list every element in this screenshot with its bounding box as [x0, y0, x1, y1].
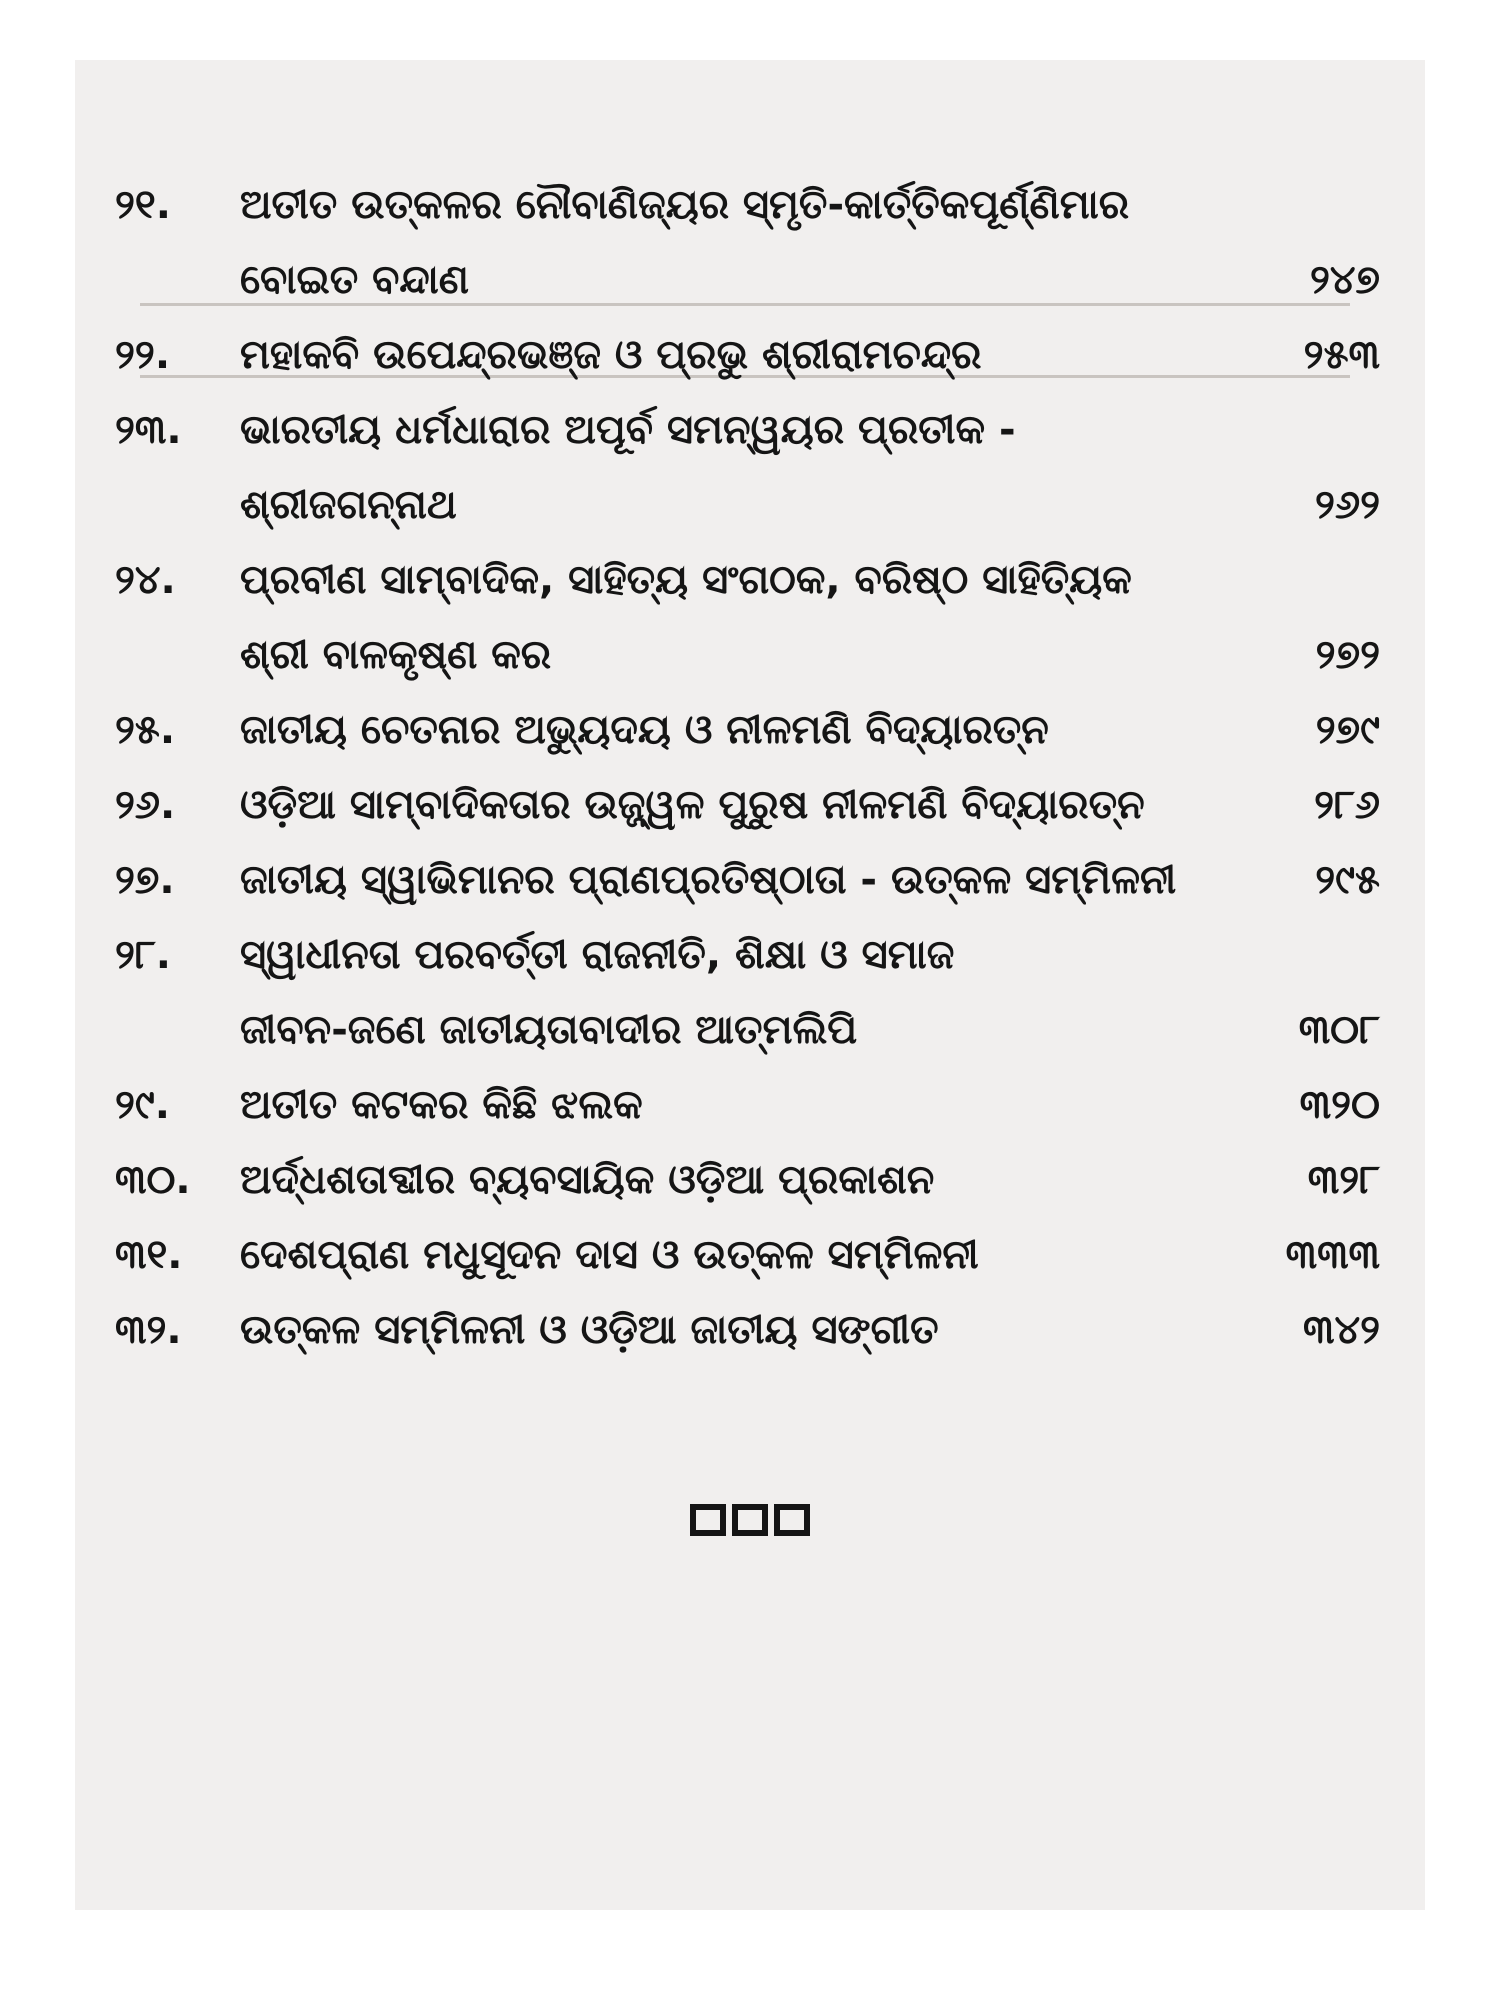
toc-row	[75, 470, 1425, 540]
square-ornament-icon	[732, 1504, 768, 1536]
toc-row	[75, 545, 1425, 615]
toc-page-number: ୨୮୬	[1314, 782, 1380, 828]
toc-row	[75, 620, 1425, 690]
book-page	[75, 60, 1425, 1910]
toc-number: ୨୫.	[115, 707, 176, 753]
toc-number: ୩୧.	[115, 1232, 183, 1278]
toc-row	[75, 845, 1425, 915]
toc-page-number: ୨୫୩	[1303, 332, 1380, 378]
toc-title: ଜୀବନ-ଜଣେ ଜାତୀୟତାବାଦୀର ଆତ୍ମଲିପି	[240, 1007, 858, 1053]
toc-page-number: ୨୭୯	[1315, 707, 1380, 753]
toc-title: ଅତୀତ ଉତ୍କଳର ନୌବାଣିଜ୍ୟର ସ୍ମୃତି-କାର୍ତ୍ତିକପୂର୍ଣ୍ଣିମାର	[240, 182, 1130, 228]
toc-page-number: ୨୪୭	[1309, 257, 1380, 303]
end-ornament	[675, 1495, 825, 1545]
toc-title: ଓଡ଼ିଆ ସାମ୍ବାଦିକତାର ଉଜ୍ଜ୍ୱଳ ପୁରୁଷ ନୀଳମଣି ବିଦ୍ୟାରତ୍ନ	[240, 782, 1145, 828]
toc-row	[75, 170, 1425, 240]
toc-title: ମହାକବି ଉପେନ୍ଦ୍ରଭଞ୍ଜ ଓ ପ୍ରଭୁ ଶ୍ରୀରାମଚନ୍ଦ୍ର	[240, 332, 982, 378]
toc-title: ଅତୀତ କଟକର କିଛି ଝଲକ	[240, 1082, 643, 1128]
toc-title: ଶ୍ରୀ ବାଳକୃଷ୍ଣ କର	[240, 632, 552, 678]
toc-number: ୩୦.	[115, 1157, 191, 1203]
toc-page-number: ୩୦୮	[1298, 1007, 1380, 1053]
toc-page-number: ୩୪୨	[1303, 1307, 1380, 1353]
toc-title: ଭାରତୀୟ ଧର୍ମଧାରାର ଅପୂର୍ବ ସମନ୍ୱୟର ପ୍ରତୀକ -	[240, 407, 1016, 453]
toc-title: ଜାତୀୟ ଚେତନାର ଅଭ୍ୟୁଦୟ ଓ ନୀଳମଣି ବିଦ୍ୟାରତ୍ନ	[240, 707, 1049, 753]
toc-row	[75, 1295, 1425, 1365]
toc-page-number: ୨୯୫	[1315, 857, 1380, 903]
toc-page-number: ୩୨୮	[1307, 1157, 1380, 1203]
toc-title: ଅର୍ଦ୍ଧଶତାବ୍ଦୀର ବ୍ୟବସାୟିକ ଓଡ଼ିଆ ପ୍ରକାଶନ	[240, 1157, 935, 1203]
toc-row	[75, 695, 1425, 765]
toc-number: ୨୬.	[115, 782, 176, 828]
toc-page-number: ୨୭୨	[1315, 632, 1380, 678]
toc-title: ଜାତୀୟ ସ୍ୱାଭିମାନର ପ୍ରାଣପ୍ରତିଷ୍ଠାତା - ଉତ୍କଳ ସମ୍ମିଳନୀ	[240, 857, 1177, 903]
toc-number: ୨୯.	[115, 1082, 170, 1128]
toc-number: ୨୪.	[115, 557, 176, 603]
toc-row	[75, 395, 1425, 465]
toc-page-number: ୩୩୩	[1285, 1232, 1380, 1278]
toc-page-number: ୨୬୨	[1315, 482, 1380, 528]
toc-row	[75, 770, 1425, 840]
toc-number: ୨୧.	[115, 182, 171, 228]
toc-title: ବୋଇତ ବନ୍ଦାଣ	[240, 257, 469, 303]
toc-row	[75, 320, 1425, 390]
toc-row	[75, 1070, 1425, 1140]
toc-row	[75, 920, 1425, 990]
toc-number: ୨୭.	[115, 857, 175, 903]
toc-row	[75, 995, 1425, 1065]
toc-title: ସ୍ୱାଧୀନତା ପରବର୍ତ୍ତୀ ରାଜନୀତି, ଶିକ୍ଷା ଓ ସମାଜ	[240, 932, 955, 978]
toc-row	[75, 1220, 1425, 1290]
toc-number: ୨୨.	[115, 332, 171, 378]
toc-title: ଦେଶପ୍ରାଣ ମଧୁସୂଦନ ଦାସ ଓ ଉତ୍କଳ ସମ୍ମିଳନୀ	[240, 1232, 979, 1278]
toc-title: ପ୍ରବୀଣ ସାମ୍ବାଦିକ, ସାହିତ୍ୟ ସଂଗଠକ, ବରିଷ୍ଠ ସାହିତ୍ୟିକ	[240, 557, 1132, 603]
square-ornament-icon	[690, 1504, 726, 1536]
toc-number: ୨୩.	[115, 407, 182, 453]
toc-number: ୩୨.	[115, 1307, 182, 1353]
toc-row	[75, 245, 1425, 315]
square-ornament-icon	[774, 1504, 810, 1536]
toc-title: ଶ୍ରୀଜଗନ୍ନାଥ	[240, 482, 457, 528]
toc-row	[75, 1145, 1425, 1215]
toc-number: ୨୮.	[115, 932, 171, 978]
toc-title: ଉତ୍କଳ ସମ୍ମିଳନୀ ଓ ଓଡ଼ିଆ ଜାତୀୟ ସଙ୍ଗୀତ	[240, 1307, 939, 1353]
toc-page-number: ୩୨୦	[1299, 1082, 1380, 1128]
